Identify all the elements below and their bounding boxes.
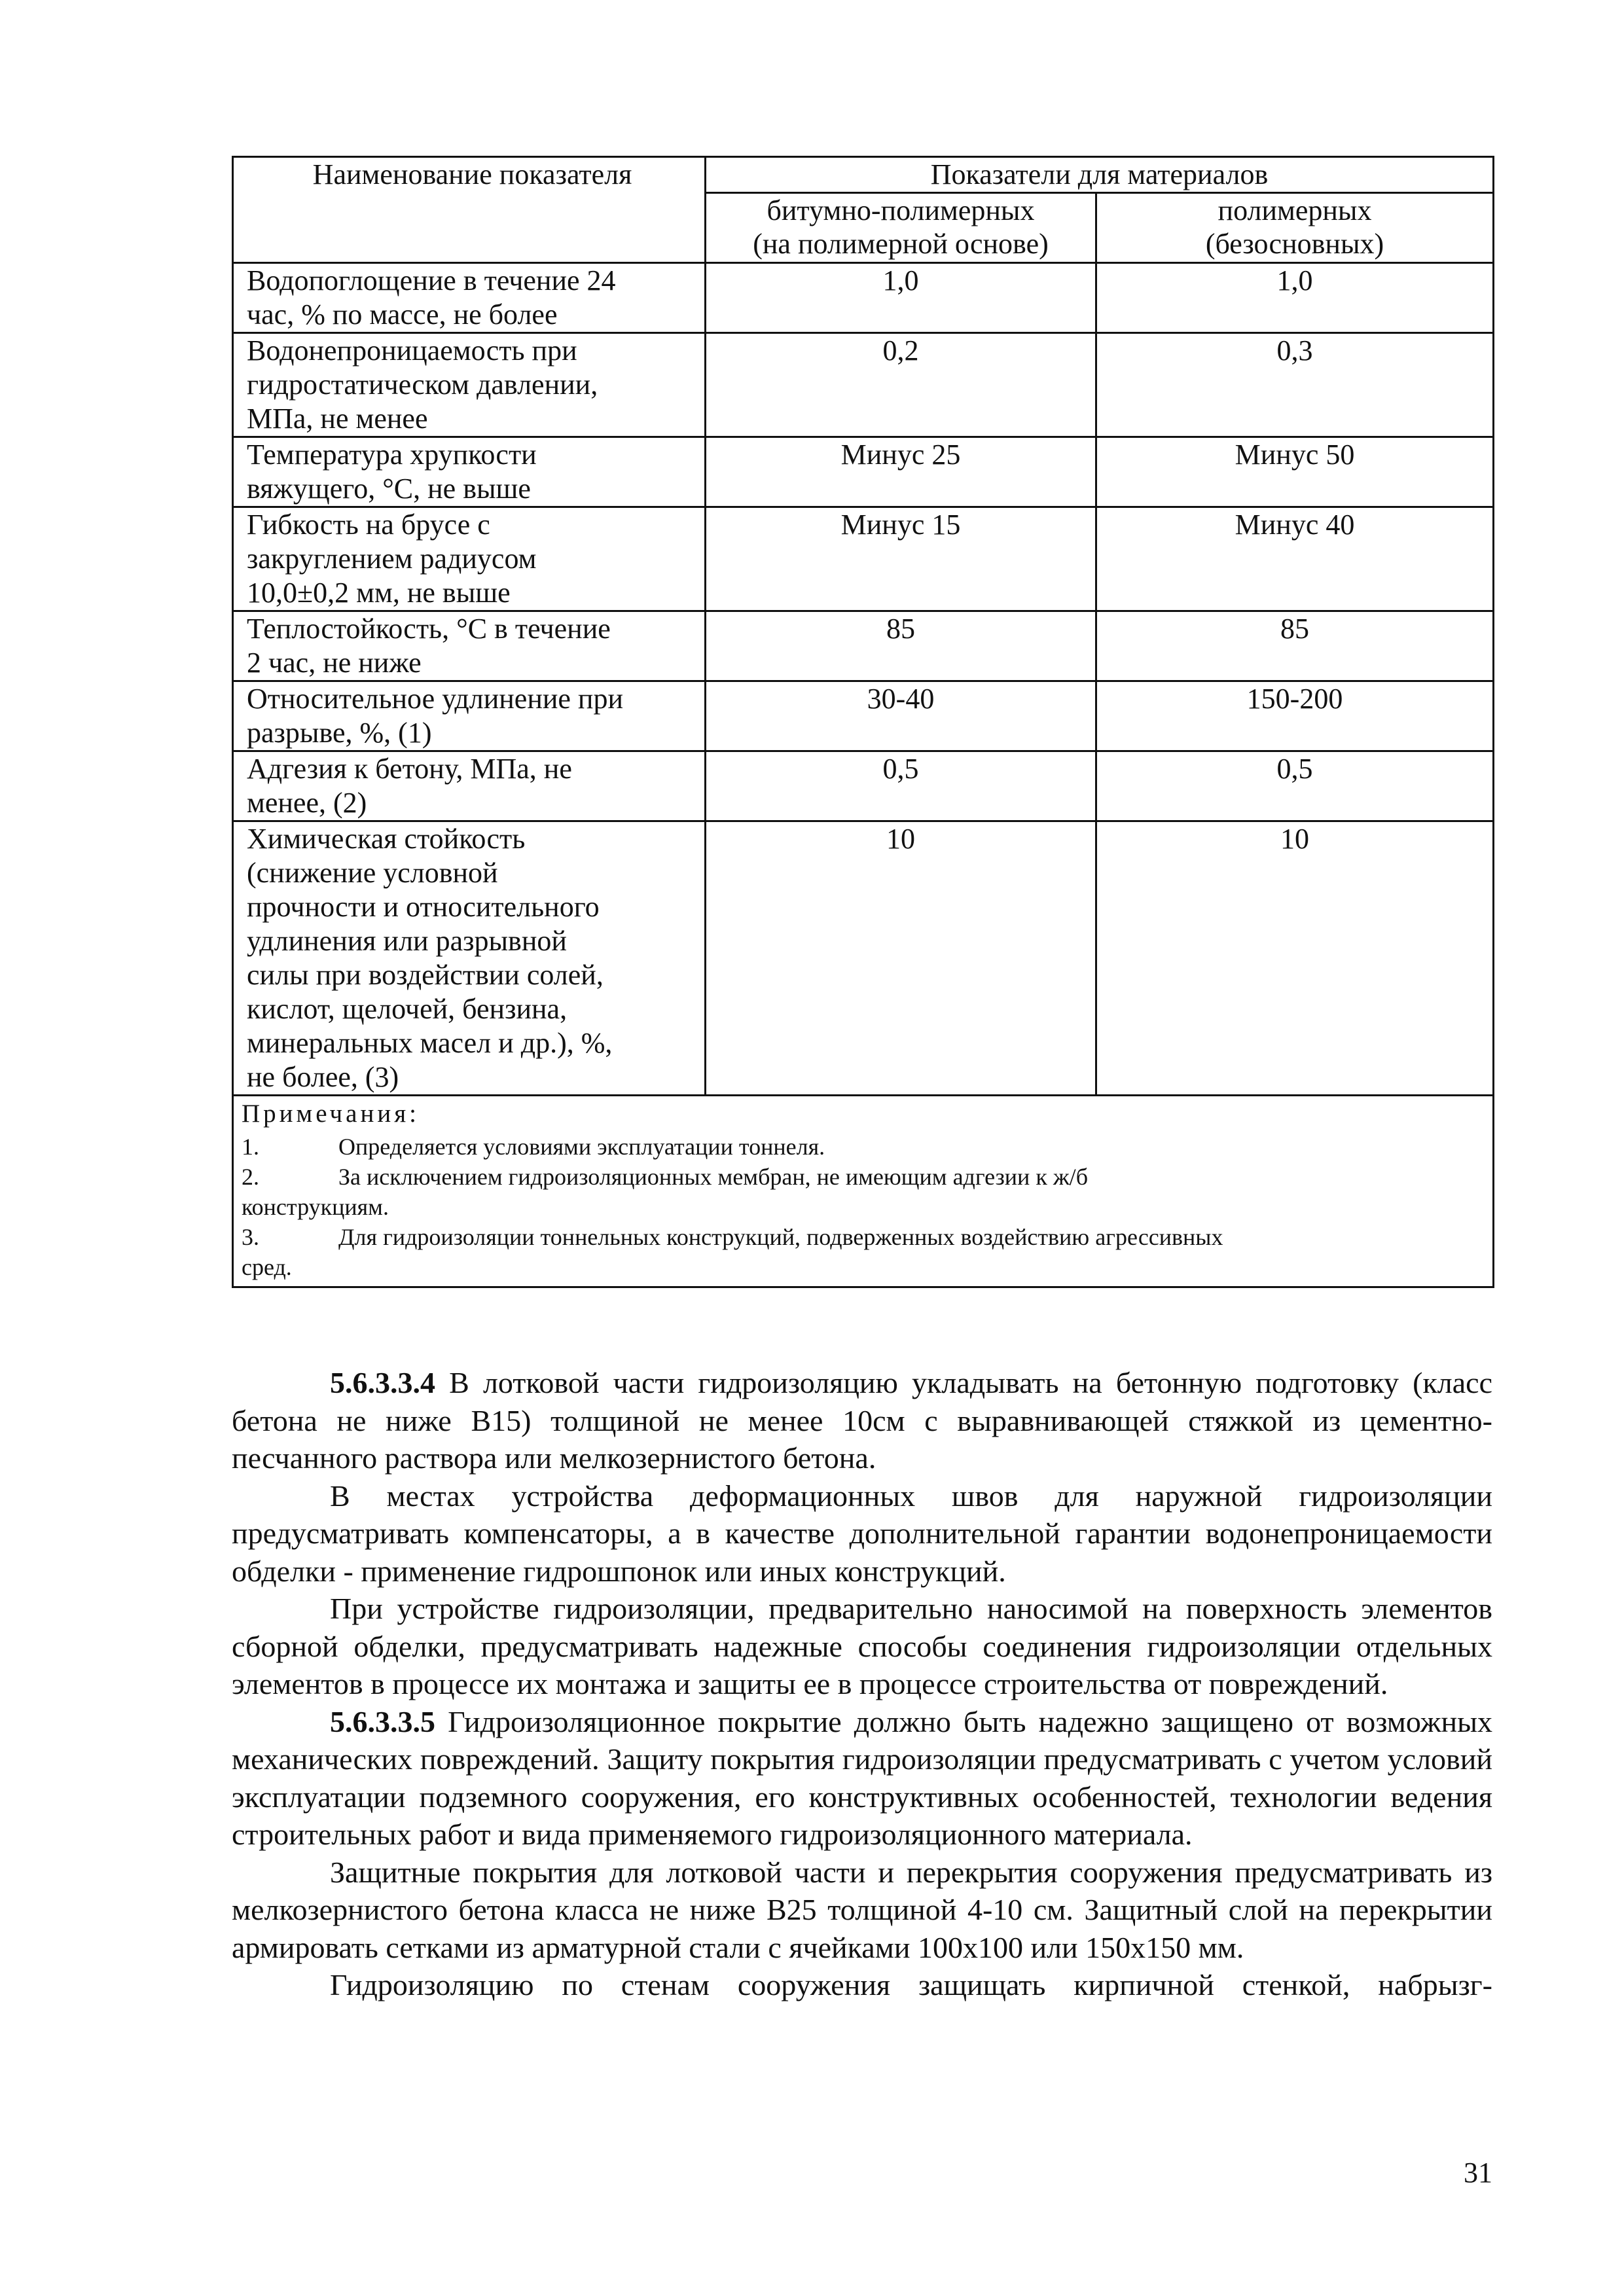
table-row [233,681,1494,751]
indicator-name: Гибкость на брусе с закруглением радиусом 10,0±0,2 мм, не выше [233,507,706,611]
properties-table [232,156,1494,1288]
paragraph [232,1590,1492,1703]
paragraph-text: В лотковой части гидроизоляцию укладывать на бетонную подготовку (класс бетона не ниже В15) толщиной не менее 10см с выравнивающей стяжкой из цементно-песчанного раствора или мелкозернистого бетона. [232,1366,1492,1475]
header-polymer: полимерных (безосновных) [1096,193,1494,263]
value-polymer: Минус 50 [1096,437,1494,507]
value-polymer: 0,3 [1096,333,1494,437]
paragraph-text: Защитные покрытия для лотковой части и перекрытия сооружения предусматривать из мелкозернистого бетона класса не ниже В25 толщиной 4-10 см. Защитный слой на перекрытии армировать сетками из арматурной стали с ячейками 100х100 или 150х150 мм. [232,1855,1492,1964]
value-bitumen-polymer: 0,2 [706,333,1096,437]
header-bitumen-polymer: битумно-полимерных (на полимерной основе) [706,193,1096,263]
value-polymer: 1,0 [1096,263,1494,333]
header-indicator-name: Наименование показателя [233,157,706,263]
indicator-name: Относительное удлинение при разрыве, %, (1) [233,681,706,751]
value-bitumen-polymer: 0,5 [706,751,1096,821]
indicator-name: Адгезия к бетону, МПа, не менее, (2) [233,751,706,821]
paragraph-text: Гидроизоляцию по стенам сооружения защищать кирпичной стенкой, набрызг- [330,1968,1492,2001]
paragraph [232,1477,1492,1590]
page-number: 31 [1464,2157,1492,2189]
value-bitumen-polymer: Минус 25 [706,437,1096,507]
note-item: 3. Для гидроизоляции тоннельных конструкций, подверженных воздействию агрессивных сред. [242,1224,1223,1280]
note-item: 2. За исключением гидроизоляционных мембран, не имеющим адгезии к ж/б конструкциям. [242,1164,1089,1220]
table-row [233,333,1494,437]
table-row [233,821,1494,1096]
table-row [233,751,1494,821]
value-polymer: Минус 40 [1096,507,1494,611]
paragraph-text: При устройстве гидроизоляции, предварительно наносимой на поверхность элементов сборной обделки, предусматривать надежные способы соединения гидроизоляции отдельных элементов в процессе их монтажа и защиты ее в процессе строительства от повреждений. [232,1592,1492,1700]
note-item: 1. Определяется условиями эксплуатации тоннеля. [242,1134,825,1160]
paragraph [232,1966,1492,2004]
paragraph-text: Гидроизоляционное покрытие должно быть надежно защищено от возможных механических повреждений. Защиту покрытия гидроизоляции предусматривать с учетом условий эксплуатации подземного сооружения, его конструктивных особенностей, технологии ведения строительных работ и вида применяемого гидроизоляционного материала. [232,1704,1492,1851]
value-polymer: 0,5 [1096,751,1494,821]
clause-number: 5.6.3.3.5 [330,1704,435,1738]
value-bitumen-polymer: 30-40 [706,681,1096,751]
table-notes [233,1096,1494,1287]
header-materials-group: Показатели для материалов [706,157,1494,193]
indicator-name: Водопоглощение в течение 24 час, % по массе, не более [233,263,706,333]
value-bitumen-polymer: 1,0 [706,263,1096,333]
body-text [232,1364,1492,2004]
indicator-name: Теплостойкость, °С в течение 2 час, не ниже [233,611,706,681]
table-row [233,507,1494,611]
value-bitumen-polymer: 85 [706,611,1096,681]
paragraph [232,1703,1492,1854]
value-bitumen-polymer: Минус 15 [706,507,1096,611]
paragraph [232,1854,1492,1967]
value-bitumen-polymer: 10 [706,821,1096,1096]
table-row [233,263,1494,333]
paragraph [232,1364,1492,1477]
paragraph-text: В местах устройства деформационных швов для наружной гидроизоляции предусматривать компенсаторы, а в качестве дополнительной гарантии водонепроницаемости обделки - применение гидрошпонок или иных конструкций. [232,1479,1492,1588]
indicator-name: Химическая стойкость (снижение условной прочности и относительного удлинения или разрывной силы при воздействии солей, кислот, щелочей, бензина, минеральных масел и др.), %, не более, (3) [233,821,706,1096]
indicator-name: Температура хрупкости вяжущего, °С, не выше [233,437,706,507]
table-row [233,611,1494,681]
value-polymer: 10 [1096,821,1494,1096]
table-row [233,437,1494,507]
value-polymer: 150-200 [1096,681,1494,751]
clause-number: 5.6.3.3.4 [330,1366,435,1399]
notes-title: Примечания: [242,1100,420,1128]
value-polymer: 85 [1096,611,1494,681]
indicator-name: Водонепроницаемость при гидростатическом давлении, МПа, не менее [233,333,706,437]
